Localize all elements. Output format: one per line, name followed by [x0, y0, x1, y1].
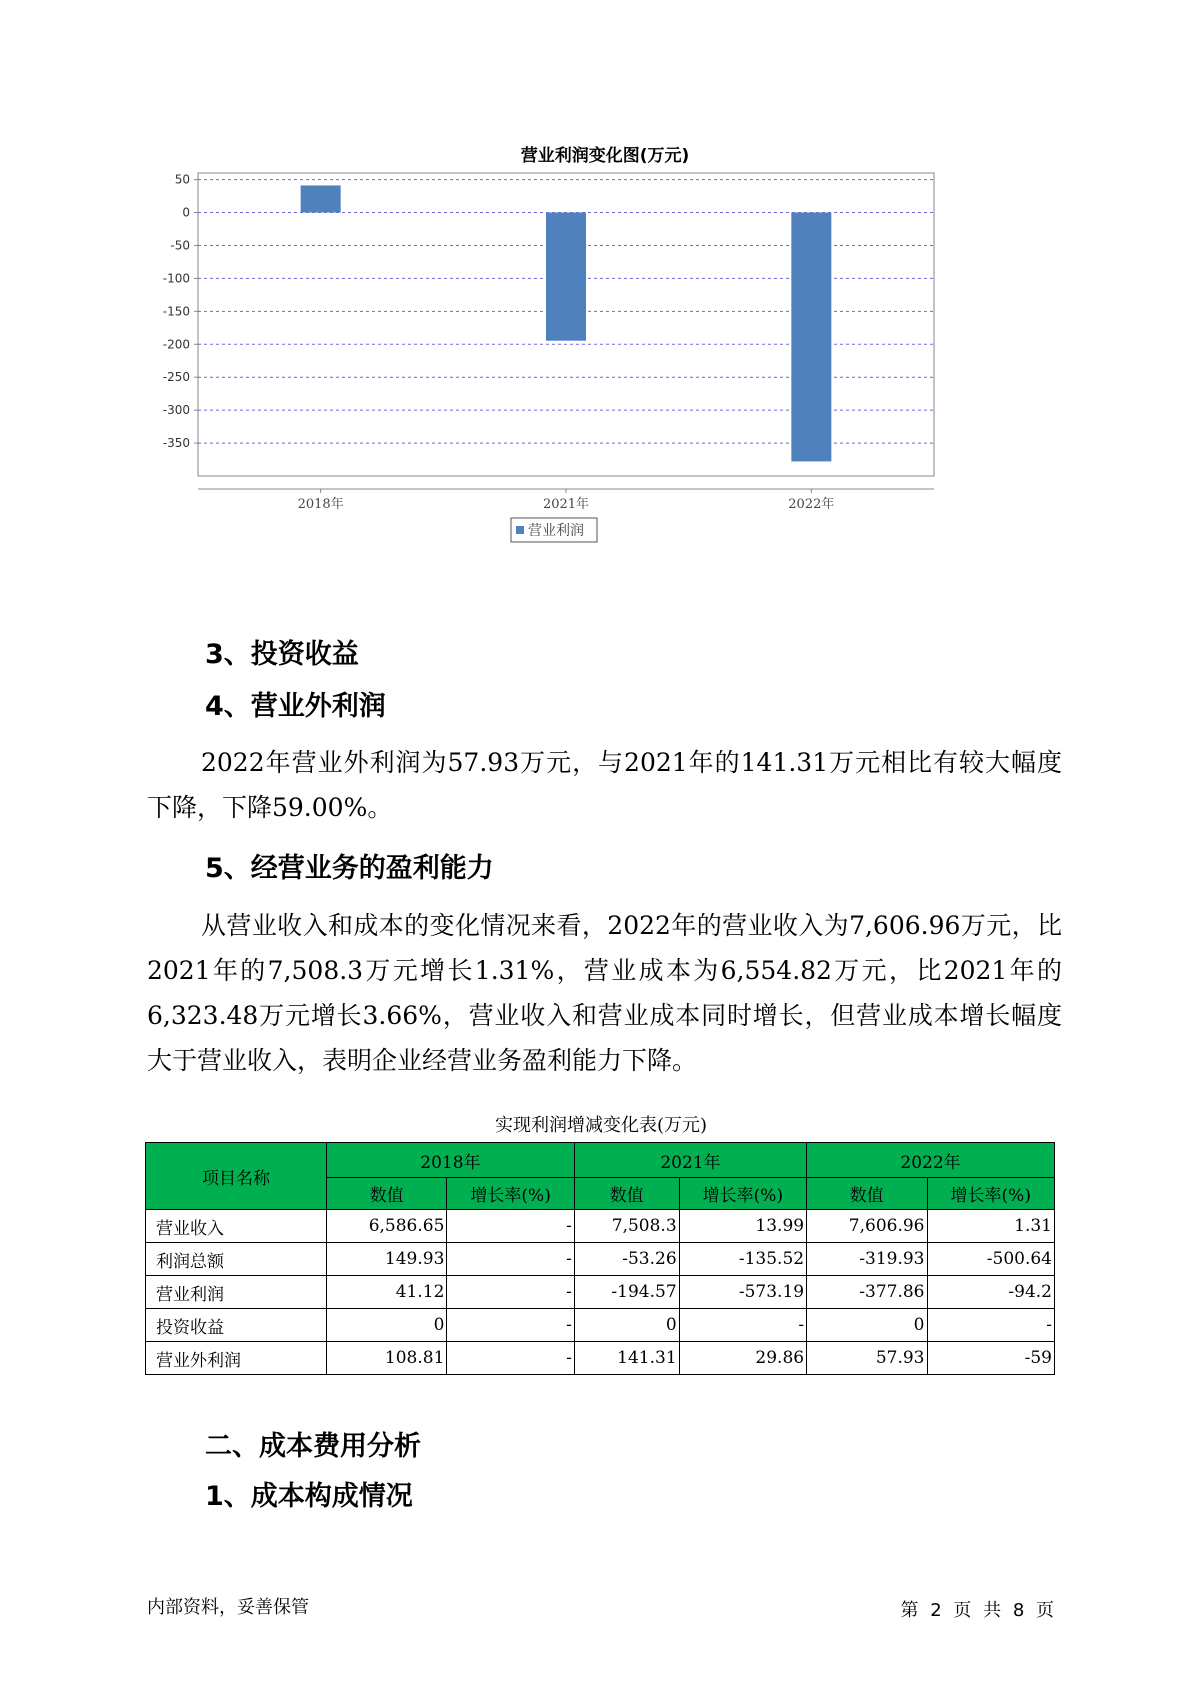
- heading-investment-income: 3、投资收益: [205, 639, 359, 670]
- value-cell: 6,586.65: [327, 1210, 447, 1243]
- subheader-value: 数值: [327, 1178, 447, 1210]
- y-tick-label: 50: [174, 172, 190, 187]
- profit-chart: [150, 135, 1030, 595]
- header-item-name: 项目名称: [146, 1143, 327, 1210]
- subheader-growth: 增长率(%): [679, 1178, 806, 1210]
- chart-title: 营业利润变化图(万元): [520, 146, 690, 166]
- x-tick-label: 2022年: [788, 497, 835, 512]
- footer-confidential-note: 内部资料，妥善保管: [147, 1597, 309, 1618]
- value-cell: 7,508.3: [574, 1210, 679, 1243]
- growth-rate-cell: -: [679, 1309, 806, 1342]
- profit-chart-svg: [150, 135, 1030, 595]
- row-label: 营业外利润: [146, 1342, 327, 1375]
- table-row: [146, 1210, 1055, 1243]
- value-cell: 57.93: [807, 1342, 927, 1375]
- chart-legend: [511, 518, 597, 542]
- footer-page-number: 第 2 页 共 8 页: [900, 1600, 1054, 1621]
- value-cell: -53.26: [574, 1243, 679, 1276]
- y-tick-label: -50: [170, 238, 190, 253]
- growth-rate-cell: -: [447, 1210, 574, 1243]
- growth-rate-cell: -59: [927, 1342, 1055, 1375]
- table-caption: 实现利润增减变化表(万元): [494, 1115, 708, 1136]
- header-year-2018: 2018年: [327, 1143, 575, 1178]
- header-year-2021: 2021年: [574, 1143, 806, 1178]
- growth-rate-cell: -573.19: [679, 1276, 806, 1309]
- y-tick-label: -150: [162, 304, 190, 319]
- row-label: 投资收益: [146, 1309, 327, 1342]
- row-label: 利润总额: [146, 1243, 327, 1276]
- bar: [546, 213, 586, 341]
- heading-non-operating-profit: 4、营业外利润: [205, 691, 386, 722]
- growth-rate-cell: -: [927, 1309, 1055, 1342]
- heading-profitability: 5、经营业务的盈利能力: [205, 853, 494, 884]
- subheader-growth: 增长率(%): [927, 1178, 1055, 1210]
- y-tick-label: -100: [162, 271, 190, 286]
- value-cell: 108.81: [327, 1342, 447, 1375]
- legend-swatch: [516, 526, 524, 534]
- subheader-value: 数值: [574, 1178, 679, 1210]
- value-cell: 7,606.96: [807, 1210, 927, 1243]
- row-label: 营业利润: [146, 1276, 327, 1309]
- growth-rate-cell: 13.99: [679, 1210, 806, 1243]
- growth-rate-cell: -: [447, 1276, 574, 1309]
- row-label: 营业收入: [146, 1210, 327, 1243]
- subheader-value: 数值: [807, 1178, 927, 1210]
- paragraph-profitability: 从营业收入和成本的变化情况来看，2022年的营业收入为7,606.96万元，比2021年的7,508.3万元增长1.31%，营业成本为6,554.82万元，比2021年的6,323.48万元增长3.66%，营业收入和营业成本同时增长，但营业成本增长幅度大于营业收入，表明企业经营业务盈利能力下降。: [147, 911, 1062, 1075]
- growth-rate-cell: -: [447, 1342, 574, 1375]
- value-cell: 0: [327, 1309, 447, 1342]
- legend-label: 营业利润: [528, 523, 584, 539]
- value-cell: 0: [807, 1309, 927, 1342]
- value-cell: 141.31: [574, 1342, 679, 1375]
- value-cell: -377.86: [807, 1276, 927, 1309]
- y-tick-label: -250: [162, 370, 190, 385]
- y-tick-label: -200: [162, 337, 190, 352]
- subheader-growth: 增长率(%): [447, 1178, 574, 1210]
- value-cell: -319.93: [807, 1243, 927, 1276]
- heading-cost-analysis: 二、成本费用分析: [205, 1431, 421, 1462]
- y-tick-label: -300: [162, 403, 190, 418]
- y-tick-label: -350: [162, 436, 190, 451]
- growth-rate-cell: 29.86: [679, 1342, 806, 1375]
- x-tick-label: 2018年: [297, 497, 344, 512]
- profit-change-table: [145, 1142, 1055, 1375]
- heading-cost-structure: 1、成本构成情况: [205, 1481, 413, 1512]
- growth-rate-cell: -: [447, 1309, 574, 1342]
- header-year-2022: 2022年: [807, 1143, 1055, 1178]
- value-cell: 41.12: [327, 1276, 447, 1309]
- growth-rate-cell: -500.64: [927, 1243, 1055, 1276]
- growth-rate-cell: -135.52: [679, 1243, 806, 1276]
- table-row: [146, 1309, 1055, 1342]
- table-row: [146, 1342, 1055, 1375]
- table-header-row: [146, 1143, 1055, 1178]
- value-cell: 149.93: [327, 1243, 447, 1276]
- paragraph-non-operating-profit: 2022年营业外利润为57.93万元，与2021年的141.31万元相比有较大幅度下降，下降59.00%。: [147, 748, 1062, 822]
- table-row: [146, 1276, 1055, 1309]
- x-tick-label: 2021年: [542, 497, 590, 512]
- table-row: [146, 1243, 1055, 1276]
- value-cell: 0: [574, 1309, 679, 1342]
- y-tick-label: 0: [182, 205, 190, 220]
- growth-rate-cell: -: [447, 1243, 574, 1276]
- value-cell: -194.57: [574, 1276, 679, 1309]
- bar: [301, 185, 341, 212]
- growth-rate-cell: 1.31: [927, 1210, 1055, 1243]
- growth-rate-cell: -94.2: [927, 1276, 1055, 1309]
- bar: [791, 213, 831, 462]
